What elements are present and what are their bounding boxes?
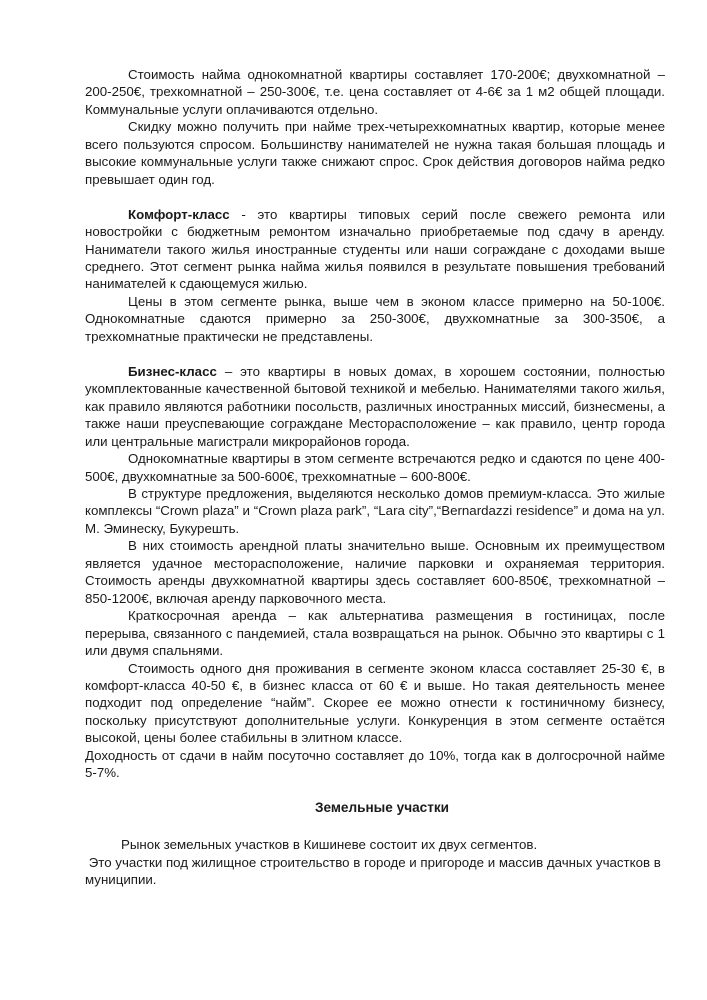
spacer xyxy=(85,816,665,836)
paragraph-daily-prices: Стоимость одного дня проживания в сегменте эконом класса составляет 25-30 €, в комфорт-класса 40-50 €, в бизнес класса от 60 € и выше. Но такая деятельность менее подходит под определение “найм”. Скорее ее можно отнести к гостиничному бизнесу, поскольку присутствуют дополнительные услуги. Конкуренция в этом сегменте остаётся высокой, цены более стабильны в элитном классе. xyxy=(85,660,665,746)
spacer xyxy=(85,345,665,363)
spacer xyxy=(85,782,665,799)
paragraph-land-segments: Это участки под жилищное строительство в городе и пригороде и массив дачных участков в муниципии. xyxy=(85,854,665,888)
comfort-class-definition: - это квартиры типовых серий после свежего ремонта или новостройки с бюджетным ремонтом изначально приобретаемые под сдачу в аренду. Наниматели такого жилья иностранные студенты или наши сограждане с доходами выше среднего. Этот сегмент рынка найма жилья появился в результате повышения требований нанимателей к сдающемуся жилью. xyxy=(85,206,665,292)
document-page xyxy=(85,66,665,888)
paragraph-business-class xyxy=(85,363,665,450)
paragraph-comfort-class xyxy=(85,206,665,293)
term-business-class: Бизнес-класс xyxy=(128,363,217,379)
paragraph-business-prices: Однокомнатные квартиры в этом сегменте встречаются редко и сдаются по цене 400-500€, двухкомнатные за 500-600€, трехкомнатные – 600-800€. xyxy=(85,451,665,484)
section-heading-land-plots: Земельные участки xyxy=(314,799,450,815)
term-comfort-class: Комфорт-класс xyxy=(128,206,230,222)
business-class-definition: – это квартиры в новых домах, в хорошем состоянии, полностью укомплектованные качественной бытовой техникой и мебелью. Нанимателями такого жилья, как правило являются работники посольств, различных иностранных миссий, бизнесмены, а также наши преуспевающие сограждане Месторасположение – как правило, центр города или центральные магистрали микрорайонов города. xyxy=(85,363,665,449)
spacer xyxy=(85,188,665,206)
paragraph-discount: Скидку можно получить при найме трех-четырехкомнатных квартир, которые менее всего пользуются спросом. Большинству нанимателей не нужна такая большая площадь и высокие коммунальные услуги также снижают спрос. Срок действия договоров найма редко превышает один год. xyxy=(85,119,665,187)
paragraph-comfort-prices: Цены в этом сегменте рынка, выше чем в эконом классе примерно на 50-100€. Однокомнатные сдаются примерно за 250-300€, двухкомнатные за 300-350€, а трехкомнатные практически не представлены. xyxy=(85,293,665,344)
paragraph-land-market: Рынок земельных участков в Кишиневе состоит их двух сегментов. xyxy=(121,837,538,853)
paragraph-premium-prices: В них стоимость арендной платы значительно выше. Основным их преимуществом является удачное месторасположение, наличие парковки и охраняемая территория. Стоимость аренды двухкомнатной квартиры здесь составляет 600-850€, трехкомнатной – 850-1200€, включая аренду парковочного места. xyxy=(85,538,665,606)
paragraph-yield: Доходность от сдачи в найм посуточно составляет до 10%, тогда как в долгосрочной найме 5-7%. xyxy=(85,747,665,781)
paragraph-short-term-rent: Краткосрочная аренда – как альтернатива размещения в гостиницах, после перерыва, связанного с пандемией, стала возвращаться на рынок. Обычно это квартиры с 1 или двумя спальнями. xyxy=(85,608,665,659)
paragraph-premium-complexes: В структуре предложения, выделяются несколько домов премиум-класса. Это жилые комплексы “Crown plaza” и “Crown plaza park”, “Lara city”,“Bernardazzi residence” и дома на ул. М. Эминеску, Букурешть. xyxy=(85,485,665,536)
paragraph-economy-prices: Стоимость найма однокомнатной квартиры составляет 170-200€; двухкомнатной – 200-250€, трехкомнатной – 250-300€, т.е. цена составляет от 4-6€ за 1 м2 общей площади. Коммунальные услуги оплачиваются отдельно. xyxy=(85,67,665,117)
